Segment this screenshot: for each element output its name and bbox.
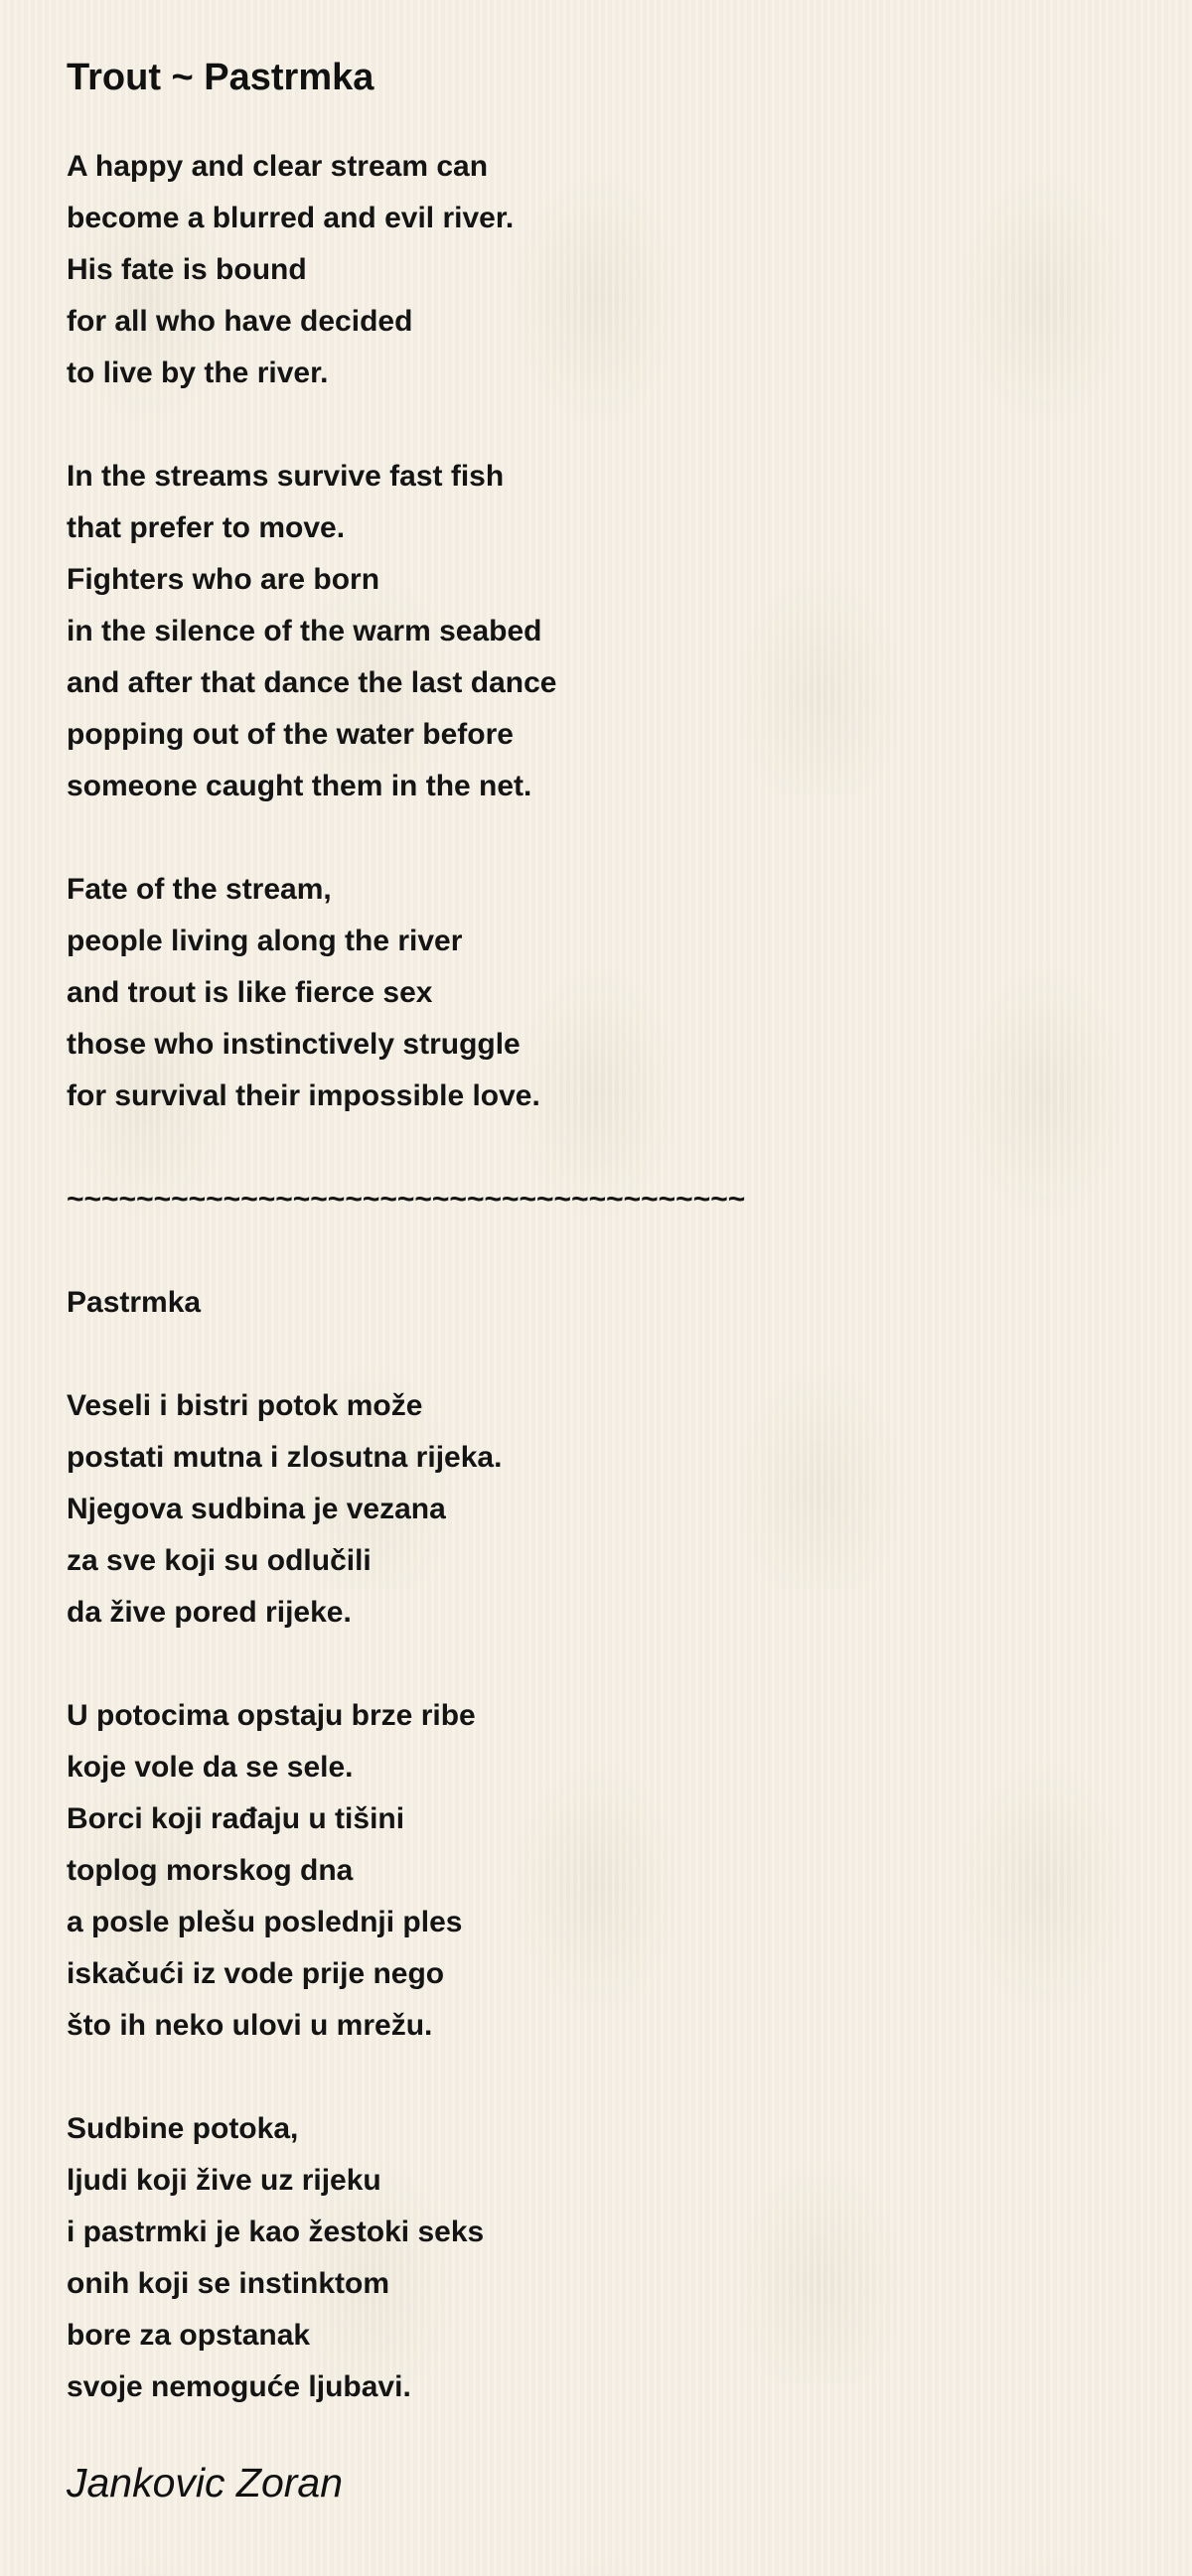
poem-line: a posle plešu poslednji ples — [67, 1906, 463, 1938]
poem-line: Fighters who are born — [67, 563, 380, 596]
poem-line: Borci koji rađaju u tišini — [67, 1802, 405, 1835]
poem-line: ljudi koji žive uz rijeku — [67, 2164, 381, 2197]
separator-stanza — [67, 1174, 1139, 1225]
poem-line: A happy and clear stream can — [67, 150, 489, 183]
poem-line: i pastrmki je kao žestoki seks — [67, 2216, 485, 2248]
poem-line: and trout is like fierce sex — [67, 976, 433, 1009]
translation-heading: Pastrmka — [67, 1286, 202, 1319]
poem-line: za sve koji su odlučili — [67, 1544, 372, 1577]
poem-line: those who instinctively struggle — [67, 1028, 521, 1061]
poem-line: što ih neko ulovi u mrežu. — [67, 2009, 433, 2042]
poem-line: Veseli i bistri potok može — [67, 1389, 423, 1422]
poem-line: In the streams survive fast fish — [67, 460, 505, 493]
poem-container — [67, 48, 1139, 2512]
poem-line: His fate is bound — [67, 253, 307, 286]
poem-line: and after that dance the last dance — [67, 666, 557, 699]
poem-line: koje vole da se sele. — [67, 1751, 354, 1784]
poem-line: people living along the river — [67, 925, 463, 957]
tilde-separator: ~~~~~~~~~~~~~~~~~~~~~~~~~~~~~~~~~~~~~~~ — [67, 1183, 746, 1216]
poem-line: that prefer to move. — [67, 511, 346, 544]
poem-line: for survival their impossible love. — [67, 1079, 540, 1112]
poem-line: toplog morskog dna — [67, 1854, 354, 1887]
poem-line: da žive pored rijeke. — [67, 1596, 352, 1629]
poem-line: for all who have decided — [67, 305, 413, 338]
stanza-3 — [67, 864, 1139, 1122]
translation-heading-stanza — [67, 1277, 1139, 1329]
poem-title: Trout ~ Pastrmka — [67, 57, 374, 98]
stanza-6 — [67, 2103, 1139, 2413]
poem-line: to live by the river. — [67, 357, 329, 389]
poem-author: Jankovic Zoran — [67, 2460, 344, 2505]
poem-line: popping out of the water before — [67, 718, 514, 751]
poem-line: in the silence of the warm seabed — [67, 615, 542, 647]
poem-line: svoje nemoguće ljubavi. — [67, 2370, 411, 2403]
poem-line: Sudbine potoka, — [67, 2112, 299, 2145]
poem-line: onih koji se instinktom — [67, 2267, 390, 2300]
poem-line: U potocima opstaju brze ribe — [67, 1699, 476, 1732]
stanza-1 — [67, 141, 1139, 399]
poem-line: someone caught them in the net. — [67, 770, 532, 802]
poem-line: Njegova sudbina je vezana — [67, 1493, 446, 1525]
poem-line: iskačući iz vode prije nego — [67, 1957, 445, 1990]
poem-line: become a blurred and evil river. — [67, 202, 515, 234]
poem-line: postati mutna i zlosutna rijeka. — [67, 1441, 503, 1474]
poem-line: Fate of the stream, — [67, 873, 332, 906]
stanza-4 — [67, 1380, 1139, 1639]
poem-line: bore za opstanak — [67, 2319, 311, 2352]
stanza-2 — [67, 451, 1139, 812]
stanza-5 — [67, 1690, 1139, 2052]
